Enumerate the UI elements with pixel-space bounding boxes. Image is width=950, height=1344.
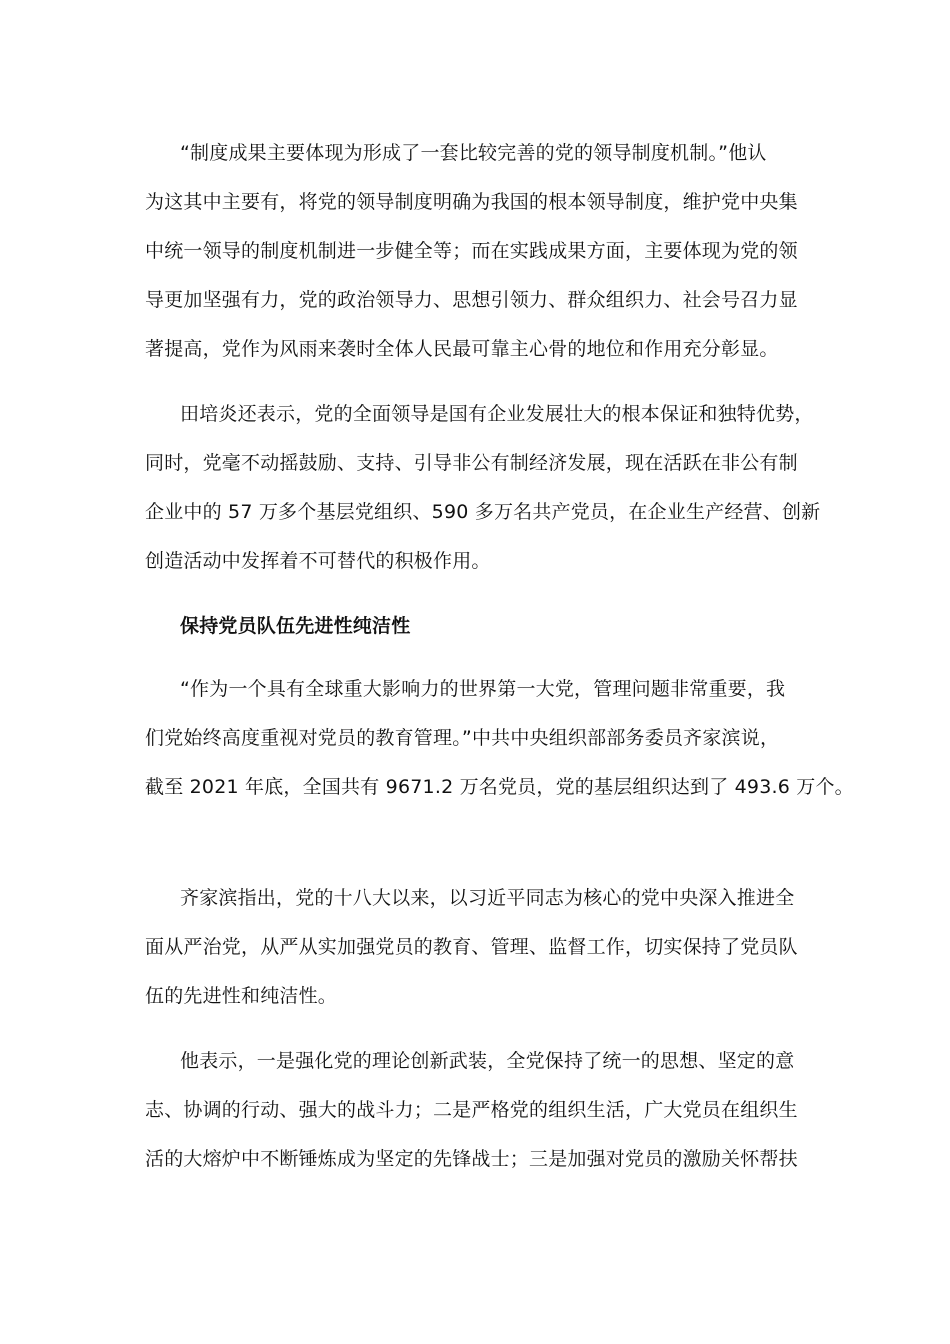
paragraph-4-line-2: 面从严治党，从严从实加强党员的教育、管理、监督工作，切实保持了党员队 (145, 936, 798, 958)
paragraph-4-line-3: 伍的先进性和纯洁性。 (145, 985, 338, 1007)
paragraph-1-line-1: “制度成果主要体现为形成了一套比较完善的党的领导制度机制。”他认 (180, 142, 767, 164)
paragraph-1-line-5: 著提高，党作为风雨来袭时全体人民最可靠主心骨的地位和作用充分彰显。 (145, 338, 779, 360)
paragraph-5-line-1: 他表示，一是强化党的理论创新武装，全党保持了统一的思想、坚定的意 (180, 1050, 795, 1072)
paragraph-1-line-4: 导更加坚强有力，党的政治领导力、思想引领力、群众组织力、社会号召力显 (145, 289, 798, 311)
paragraph-2-line-3: 企业中的 57 万多个基层党组织、590 多万名共产党员，在企业生产经营、创新 (145, 501, 821, 523)
paragraph-1-line-3: 中统一领导的制度机制进一步健全等；而在实践成果方面，主要体现为党的领 (145, 240, 798, 262)
section-heading: 保持党员队伍先进性纯洁性 (180, 615, 411, 637)
paragraph-3-line-1: “作为一个具有全球重大影响力的世界第一大党，管理问题非常重要，我 (180, 678, 786, 700)
paragraph-3-line-2: 们党始终高度重视对党员的教育管理。”中共中央组织部部务委员齐家滨说， (145, 727, 780, 749)
paragraph-2-line-1: 田培炎还表示，党的全面领导是国有企业发展壮大的根本保证和独特优势， (180, 403, 814, 425)
paragraph-2-line-2: 同时，党毫不动摇鼓励、支持、引导非公有制经济发展，现在活跃在非公有制 (145, 452, 798, 474)
paragraph-2-line-4: 创造活动中发挥着不可替代的积极作用。 (145, 550, 491, 572)
paragraph-5-line-3: 活的大熔炉中不断锤炼成为坚定的先锋战士；三是加强对党员的激励关怀帮扶 (145, 1148, 798, 1170)
paragraph-1-line-2: 为这其中主要有，将党的领导制度明确为我国的根本领导制度，维护党中央集 (145, 191, 798, 213)
paragraph-5-line-2: 志、协调的行动、强大的战斗力；二是严格党的组织生活，广大党员在组织生 (145, 1099, 798, 1121)
paragraph-4-line-1: 齐家滨指出，党的十八大以来，以习近平同志为核心的党中央深入推进全 (180, 887, 795, 909)
paragraph-3-line-3: 截至 2021 年底，全国共有 9671.2 万名党员，党的基层组织达到了 493.6 万个。 (145, 776, 854, 798)
